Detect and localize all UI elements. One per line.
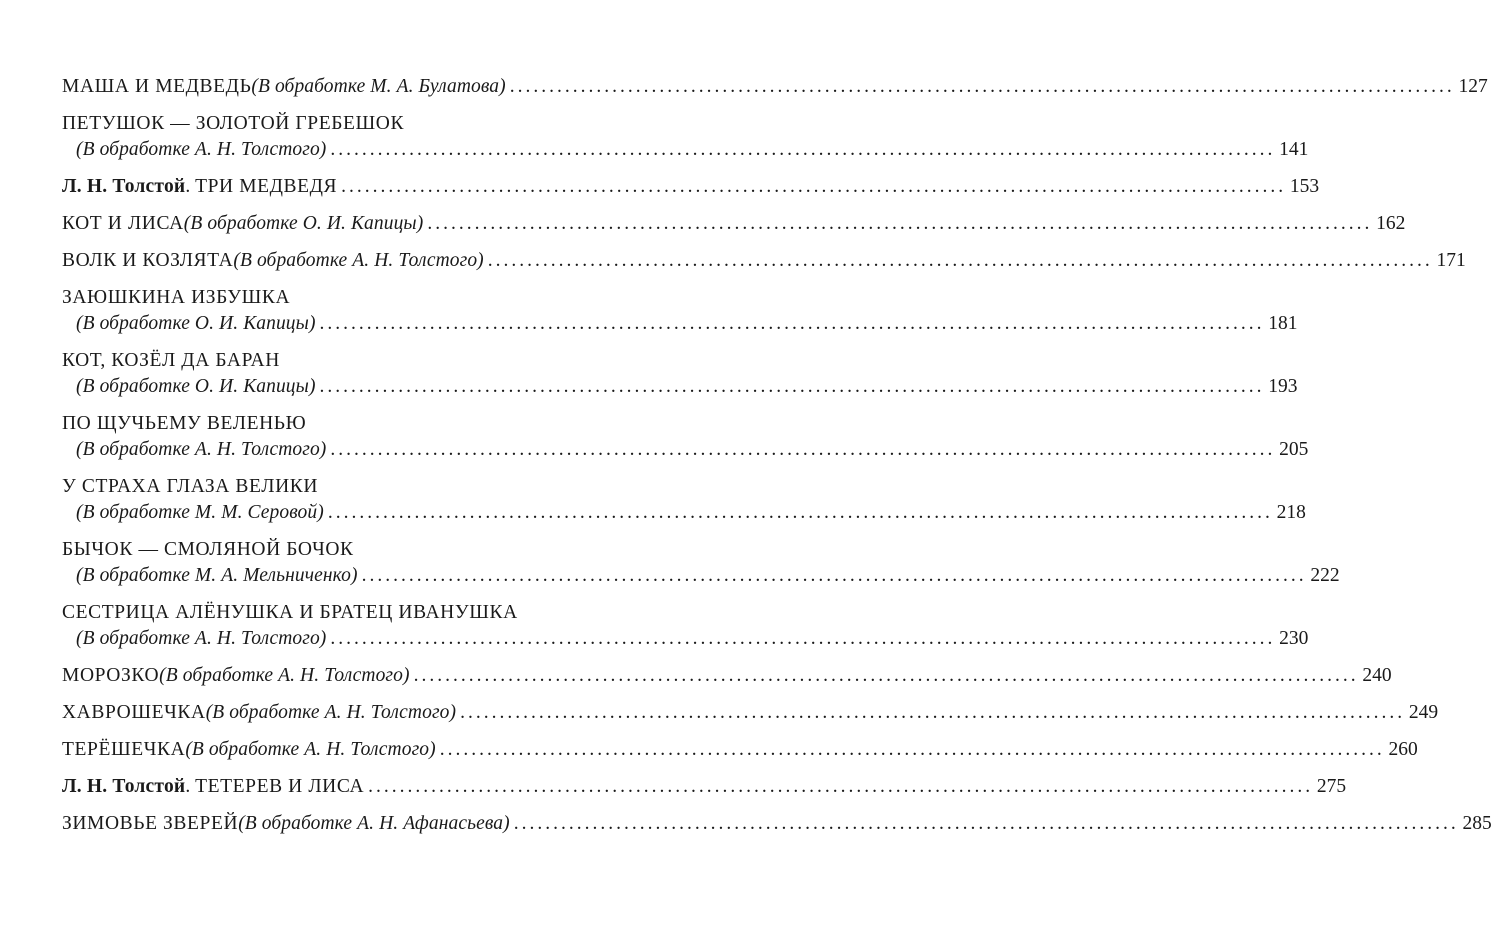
toc-line: Л. Н. Толстой . ТРИ МЕДВЕДЯ ........................................................................................................................ 153 [62,174,596,200]
entry-page-number: 171 [1436,250,1466,271]
dot-leader: ........................................................................................................................ [327,502,1273,523]
entry-title: ЗАЮШКИНА ИЗБУШКА [62,287,291,308]
entry-page-number: 240 [1362,665,1392,686]
entry-page-number: 162 [1376,213,1406,234]
dot-leader: ........................................................................................................................ [361,565,1307,586]
table-of-contents [62,74,1492,848]
entry-title: ТЕТЕРЕВ И ЛИСА [195,776,365,797]
entry-author: Л. Н. Толстой [62,776,186,797]
toc-line [62,111,596,137]
dot-leader: ........................................................................................................................ [319,313,1265,334]
dot-leader: ........................................................................................................................ [368,776,1314,797]
toc-line-continued [62,437,1309,463]
entry-page-number: 249 [1408,702,1439,723]
toc-line [62,285,596,311]
toc-line [62,411,596,437]
toc-entry[interactable] [62,700,1439,726]
dot-leader: ........................................................................................................................ [413,665,1359,686]
entry-note: (В обработке А. Н. Толстого) [76,139,327,160]
dot-leader: ........................................................................................................................ [427,213,1373,234]
entry-page-number: 153 [1289,176,1320,197]
toc-line [62,600,596,626]
toc-line-continued [62,137,1309,163]
toc-entry[interactable] [62,474,1306,526]
toc-entry[interactable] [62,285,1298,337]
dot-leader: ........................................................................................................................ [330,628,1276,649]
dot-leader: ........................................................................................................................ [341,176,1287,197]
dot-leader: ........................................................................................................................ [513,813,1459,834]
toc-entry[interactable] [62,348,1298,400]
entry-note: (В обработке А. Н. Афанасьева) [238,813,510,834]
entry-title: У СТРАХА ГЛАЗА ВЕЛИКИ [62,476,319,497]
toc-line-continued [62,500,1306,526]
entry-title: МАША И МЕДВЕДЬ [62,76,252,97]
entry-note: (В обработке М. М. Серовой) [76,502,324,523]
entry-title: ЗИМОВЬЕ ЗВЕРЕЙ [62,813,239,834]
toc-line-continued [62,374,1298,400]
entry-note: (В обработке А. Н. Толстого) [185,739,436,760]
toc-entry[interactable] [62,248,1466,274]
toc-line [62,248,1466,274]
entry-note: (В обработке М. А. Мельниченко) [76,565,358,586]
entry-page-number: 181 [1268,313,1298,334]
toc-line [62,811,1492,837]
entry-page-number: 275 [1316,776,1347,797]
dot-leader: ........................................................................................................................ [319,376,1265,397]
toc-entry[interactable] [62,111,1309,163]
toc-entry[interactable] [62,774,1347,800]
entry-page-number: 141 [1279,139,1309,160]
dot-leader: ........................................................................................................................ [439,739,1385,760]
entry-title: КОТ И ЛИСА [62,213,184,234]
toc-entry[interactable] [62,211,1406,237]
entry-note: (В обработке А. Н. Толстого) [233,250,484,271]
dot-leader: ........................................................................................................................ [509,76,1455,97]
toc-entry[interactable] [62,663,1392,689]
toc-line-continued [62,311,1298,337]
entry-page-number: 285 [1462,813,1492,834]
toc-line-continued [62,626,1309,652]
entry-page-number: 127 [1458,76,1488,97]
toc-line [62,74,1488,100]
toc-line [62,211,1406,237]
toc-entry[interactable] [62,737,1418,763]
entry-title: КОТ, КОЗЁЛ ДА БАРАН [62,350,280,371]
toc-entry[interactable] [62,811,1492,837]
toc-entry[interactable] [62,74,1488,100]
entry-title: ТРИ МЕДВЕДЯ [195,176,338,197]
toc-line [62,537,596,563]
toc-entry[interactable] [62,600,1309,652]
toc-line [62,474,596,500]
toc-line: Л. Н. Толстой . ТЕТЕРЕВ И ЛИСА ........................................................................................................................ 275 [62,774,596,800]
entry-note: (В обработке О. И. Капицы) [183,213,424,234]
entry-title: ВОЛК И КОЗЛЯТА [62,250,234,271]
toc-line-continued [62,563,1340,589]
dot-leader: ........................................................................................................................ [330,139,1276,160]
entry-note: (В обработке А. Н. Толстого) [205,702,457,723]
entry-author: Л. Н. Толстой [62,176,186,197]
dot-leader: ........................................................................................................................ [487,250,1433,271]
entry-note: (В обработке О. И. Капицы) [76,376,316,397]
entry-title: МОРОЗКО [62,665,160,686]
entry-title: СЕСТРИЦА АЛЁНУШКА И БРАТЕЦ ИВАНУШКА [62,602,518,623]
entry-title: ПО ЩУЧЬЕМУ ВЕЛЕНЬЮ [62,413,307,434]
entry-note: (В обработке А. Н. Толстого) [76,439,327,460]
entry-title: БЫЧОК — СМОЛЯНОЙ БОЧОК [62,539,354,560]
dot-leader: ........................................................................................................................ [330,439,1276,460]
toc-line [62,663,1392,689]
toc-entry[interactable] [62,174,1320,200]
entry-title: ПЕТУШОК — ЗОЛОТОЙ ГРЕБЕШОК [62,113,405,134]
entry-note: (В обработке М. А. Булатова) [251,76,506,97]
entry-page-number: 193 [1268,376,1298,397]
toc-line [62,737,1418,763]
toc-entry[interactable] [62,411,1309,463]
dot-leader: ........................................................................................................................ [460,702,1406,723]
entry-page-number: 260 [1388,739,1418,760]
entry-page-number: 218 [1276,502,1306,523]
entry-page-number: 205 [1279,439,1309,460]
entry-page-number: 230 [1279,628,1309,649]
entry-note: (В обработке О. И. Капицы) [76,313,316,334]
toc-line [62,700,1439,726]
toc-entry[interactable] [62,537,1340,589]
entry-title: ТЕРЁШЕЧКА [62,739,186,760]
entry-note: (В обработке А. Н. Толстого) [159,665,410,686]
entry-page-number: 222 [1310,565,1340,586]
entry-title: ХАВРОШЕЧКА [62,702,206,723]
toc-line [62,348,596,374]
entry-note: (В обработке А. Н. Толстого) [76,628,327,649]
